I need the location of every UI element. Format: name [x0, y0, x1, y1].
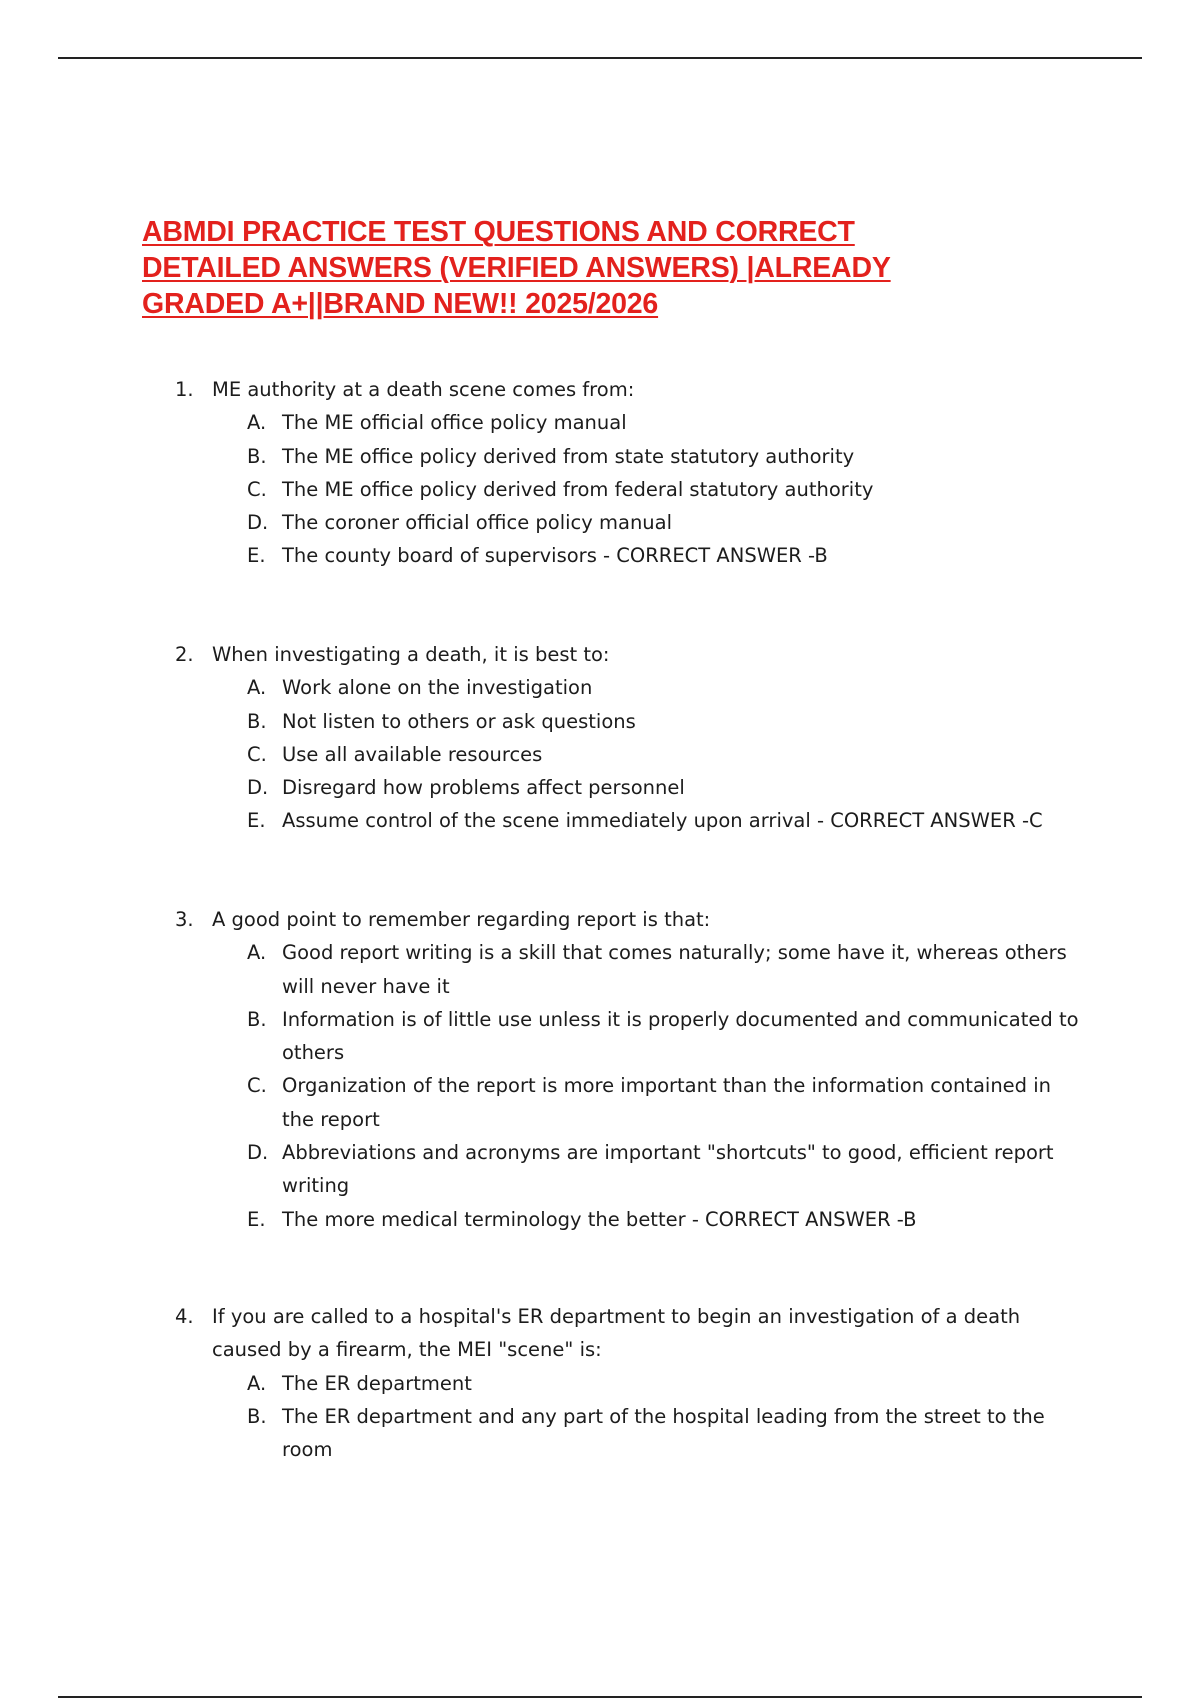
answer-option-line: [0, 738, 1200, 771]
option-letter: A.: [247, 411, 267, 435]
question-stem-line: [0, 1333, 1200, 1366]
option-letter: C.: [247, 742, 267, 766]
answer-option-line: [0, 970, 1200, 1003]
answer-option-line: [0, 804, 1200, 837]
answer-option-line: [0, 1003, 1200, 1036]
answer-option-line: [0, 1069, 1200, 1102]
question-text: If you are called to a hospital's ER department to begin an investigation of a death: [212, 1305, 1021, 1328]
option-text: writing: [282, 1174, 350, 1198]
answer-option-line: [0, 1036, 1200, 1069]
question-text: A good point to remember regarding report is that:: [212, 908, 711, 931]
option-letter: A.: [247, 941, 267, 965]
option-letter: B.: [247, 1007, 267, 1031]
option-text: Assume control of the scene immediately upon arrival - CORRECT ANSWER -C: [282, 809, 1043, 833]
option-text: Not listen to others or ask questions: [282, 709, 636, 733]
option-text: Abbreviations and acronyms are important "shortcuts" to good, efficient report: [282, 1141, 1054, 1165]
option-text: Use all available resources: [282, 742, 543, 766]
question-3: [0, 903, 1200, 1236]
option-letter: E.: [247, 809, 266, 833]
option-text: The ME office policy derived from state statutory authority: [282, 444, 855, 468]
answer-option-line: [0, 771, 1200, 804]
question-2: [0, 638, 1200, 838]
answer-option-line: [0, 1400, 1200, 1433]
option-text: will never have it: [282, 974, 450, 998]
answer-option-line: [0, 1367, 1200, 1400]
question-stem-line: [0, 1300, 1200, 1333]
option-text: the report: [282, 1107, 380, 1131]
option-text: Organization of the report is more important than the information contained in: [282, 1074, 1052, 1098]
answer-option-line: [0, 406, 1200, 439]
option-letter: B.: [247, 709, 267, 733]
option-letter: B.: [247, 1404, 267, 1428]
option-letter: C.: [247, 477, 267, 501]
answer-option-line: [0, 440, 1200, 473]
answer-option-line: [0, 506, 1200, 539]
title-line: GRADED A+||BRAND NEW!! 2025/2026: [142, 288, 659, 320]
option-letter: A.: [247, 1371, 267, 1395]
question-4: [0, 1300, 1200, 1466]
option-text: Disregard how problems affect personnel: [282, 776, 685, 800]
answer-option-line: [0, 671, 1200, 704]
question-stem-line: [0, 903, 1200, 936]
option-letter: E.: [247, 544, 266, 568]
option-letter: D.: [247, 776, 269, 800]
title-line: ABMDI PRACTICE TEST QUESTIONS AND CORRECT: [142, 216, 855, 248]
answer-option-line: [0, 1103, 1200, 1136]
question-stem-line: [0, 373, 1200, 406]
question-1: [0, 373, 1200, 573]
option-letter: D.: [247, 1141, 269, 1165]
question-text: When investigating a death, it is best to:: [212, 643, 610, 666]
document-title: [142, 214, 1042, 322]
option-letter: A.: [247, 676, 267, 700]
option-text: The ME official office policy manual: [282, 411, 627, 435]
answer-option-line: [0, 936, 1200, 969]
question-text: caused by a firearm, the MEI "scene" is:: [212, 1338, 602, 1362]
answer-option-line: [0, 1136, 1200, 1169]
option-text: Work alone on the investigation: [282, 676, 593, 700]
top-rule: [58, 57, 1142, 59]
answer-option-line: [0, 473, 1200, 506]
question-number: 2.: [175, 643, 194, 666]
option-text: The ER department: [282, 1371, 472, 1395]
answer-option-line: [0, 1169, 1200, 1202]
option-text: The coroner official office policy manual: [282, 511, 673, 535]
question-number: 3.: [175, 908, 194, 931]
option-text: others: [282, 1041, 345, 1065]
option-text: Information is of little use unless it is properly documented and communicated to: [282, 1007, 1079, 1031]
answer-option-line: [0, 539, 1200, 572]
title-line: DETAILED ANSWERS (VERIFIED ANSWERS) |ALREADY: [142, 252, 891, 284]
bottom-rule: [58, 1696, 1142, 1698]
answer-option-line: [0, 1203, 1200, 1236]
question-text: ME authority at a death scene comes from:: [212, 378, 635, 401]
option-text: The ER department and any part of the hospital leading from the street to the: [282, 1404, 1045, 1428]
option-text: The county board of supervisors - CORRECT ANSWER -B: [282, 544, 828, 568]
option-letter: C.: [247, 1074, 267, 1098]
option-letter: B.: [247, 444, 267, 468]
option-text: Good report writing is a skill that comes naturally; some have it, whereas others: [282, 941, 1067, 965]
option-letter: D.: [247, 511, 269, 535]
option-letter: E.: [247, 1207, 266, 1231]
question-number: 1.: [175, 378, 194, 401]
answer-option-line: [0, 705, 1200, 738]
option-text: The ME office policy derived from federal statutory authority: [282, 477, 874, 501]
option-text: room: [282, 1438, 333, 1462]
question-number: 4.: [175, 1305, 194, 1328]
answer-option-line: [0, 1433, 1200, 1466]
question-stem-line: [0, 638, 1200, 671]
option-text: The more medical terminology the better - CORRECT ANSWER -B: [282, 1207, 917, 1231]
